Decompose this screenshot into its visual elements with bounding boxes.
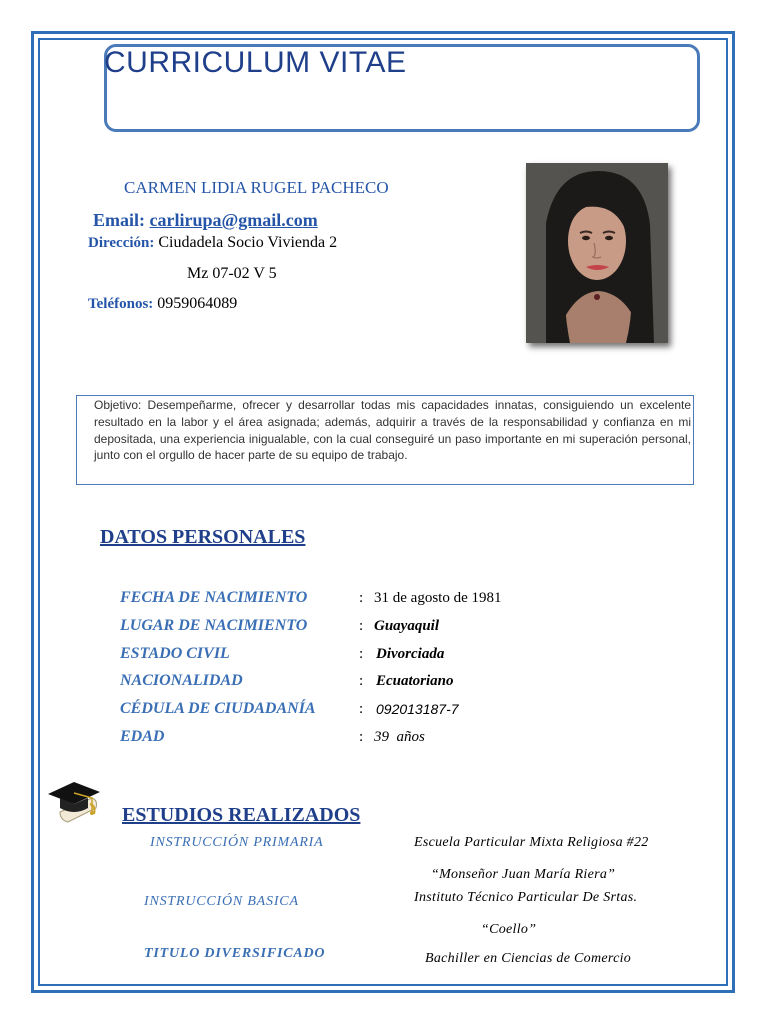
objective-text: Objetivo: Desempeñarme, ofrecer y desarrollar todas mis capacidades innatas, consiguiendo un excelente resultado en la labor y el área asignada; además, adquirir a través de la responsabilidad y confianza en mi depositada, una experiencia inigualable, con la cual conseguiré un paso importante en mi superación personal, junto con el orgullo de hacer parte de su equipo de trabajo. bbox=[94, 398, 691, 463]
dob-value: 31 de agosto de 1981 bbox=[374, 590, 502, 606]
address-row bbox=[88, 234, 337, 252]
id-number-value: 092013187-7 bbox=[376, 701, 459, 717]
primary-education-school: Escuela Particular Mixta Religiosa #22 bbox=[414, 835, 649, 850]
graduation-cap-icon bbox=[46, 778, 104, 828]
birthplace-value: Guayaquil bbox=[374, 618, 440, 634]
profile-photo bbox=[526, 163, 668, 343]
basic-education-school: Instituto Técnico Particular De Srtas. bbox=[414, 890, 638, 905]
id-number-colon: : bbox=[359, 701, 364, 717]
phone-row bbox=[88, 295, 237, 313]
address-label: Dirección: bbox=[88, 235, 155, 251]
basic-education-label: INSTRUCCIÓN BASICA bbox=[144, 894, 299, 909]
primary-education-label: INSTRUCCIÓN PRIMARIA bbox=[150, 835, 324, 850]
email-link[interactable]: carlirupa@gmail.com bbox=[149, 210, 318, 230]
studies-heading: ESTUDIOS REALIZADOS bbox=[122, 804, 361, 826]
address-line-2: Mz 07-02 V 5 bbox=[187, 265, 277, 282]
page-title: CURRICULUM VITAE bbox=[104, 46, 407, 79]
address-line-1: Ciudadela Socio Vivienda 2 bbox=[158, 234, 338, 251]
nationality-label: NACIONALIDAD bbox=[120, 672, 243, 689]
dob-label: FECHA DE NACIMIENTO bbox=[120, 589, 308, 606]
portrait-illustration bbox=[526, 163, 668, 343]
full-name: CARMEN LIDIA RUGEL PACHECO bbox=[124, 178, 389, 197]
personal-data-heading: DATOS PERSONALES bbox=[100, 526, 306, 548]
nationality-colon: : bbox=[359, 673, 364, 689]
civil-status-label: ESTADO CIVIL bbox=[120, 645, 230, 662]
age-colon: : bbox=[359, 729, 364, 745]
objective-box bbox=[76, 395, 694, 485]
phone-label: Teléfonos: bbox=[88, 296, 154, 312]
birthplace-colon: : bbox=[359, 618, 364, 634]
dob-colon: : bbox=[359, 590, 364, 606]
civil-status-value: Divorciada bbox=[376, 646, 445, 662]
primary-education-school-name: “Monseñor Juan María Riera” bbox=[431, 867, 616, 882]
phone-number: 0959064089 bbox=[157, 295, 238, 312]
civil-status-colon: : bbox=[359, 646, 364, 662]
diversified-degree-value: Bachiller en Ciencias de Comercio bbox=[425, 951, 632, 966]
birthplace-label: LUGAR DE NACIMIENTO bbox=[120, 617, 308, 634]
email-row bbox=[93, 210, 318, 231]
email-label: Email: bbox=[93, 210, 145, 230]
nationality-value: Ecuatoriano bbox=[376, 673, 454, 689]
age-label: EDAD bbox=[120, 728, 165, 745]
id-number-label: CÉDULA DE CIUDADANÍA bbox=[120, 700, 316, 717]
age-value: 39 años bbox=[374, 729, 425, 745]
diversified-degree-label: TITULO DIVERSIFICADO bbox=[144, 946, 326, 961]
basic-education-school-name: “Coello” bbox=[481, 922, 537, 937]
